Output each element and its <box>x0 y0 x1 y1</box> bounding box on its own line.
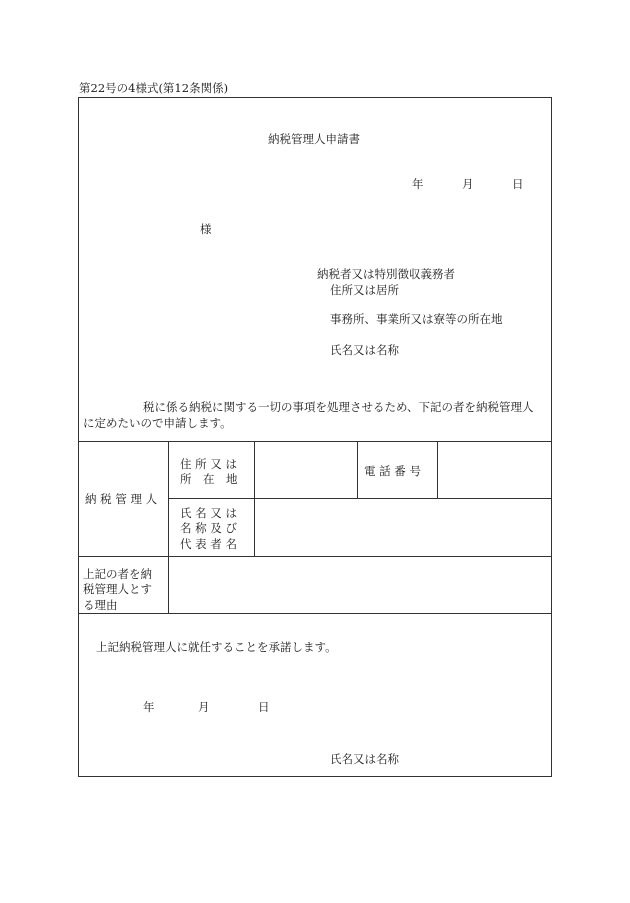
address-label-line-2: 所 在 地 <box>180 472 238 486</box>
date-day-label: 日 <box>512 177 524 191</box>
table-bottom-line <box>78 613 552 614</box>
date-month-label: 月 <box>462 177 474 191</box>
reason-label-line-3: る理由 <box>83 598 118 612</box>
applicant-office-label: 事務所、事業所又は寮等の所在地 <box>330 312 503 326</box>
form-title: 納税管理人申請書 <box>268 132 360 146</box>
statement-line-1: 税に係る納税に関する一切の事項を処理させるため、下記の者を納税管理人 <box>143 400 534 414</box>
acceptance-month-label: 月 <box>198 700 210 714</box>
address-label-line-1: 住 所 又 は <box>180 457 237 471</box>
applicant-name-label: 氏名又は名称 <box>330 343 399 357</box>
form-caption: 第22号の4様式(第12条関係) <box>79 81 229 95</box>
name-label-line-1: 氏 名 又 は <box>180 506 237 520</box>
phone-number-label: 電 話 番 号 <box>364 464 421 478</box>
applicant-address-label: 住所又は居所 <box>330 283 399 297</box>
table-reason-line <box>78 556 552 557</box>
acceptance-day-label: 日 <box>258 700 270 714</box>
acceptance-statement: 上記納税管理人に就任することを承諾します。 <box>96 640 337 654</box>
table-col-line-1 <box>168 441 169 613</box>
addressee-suffix: 様 <box>200 222 212 236</box>
table-col-line-2 <box>254 441 255 556</box>
name-label-line-2: 名 称 及 び <box>180 521 237 535</box>
statement-line-2: に定めたいので申請します。 <box>83 416 232 430</box>
name-label-line-3: 代 表 者 名 <box>180 537 237 551</box>
applicant-heading: 納税者又は特別徴収義務者 <box>317 267 455 281</box>
reason-label-line-2: 税管理人とす <box>83 582 152 596</box>
acceptance-name-label: 氏名又は名称 <box>330 752 399 766</box>
table-top-line <box>78 441 552 442</box>
table-col-line-3 <box>357 441 358 498</box>
acceptance-year-label: 年 <box>143 700 155 714</box>
date-year-label: 年 <box>412 177 424 191</box>
row-header-tax-agent: 納 税 管 理 人 <box>85 492 158 506</box>
form-frame <box>78 97 552 777</box>
table-mid-line <box>168 498 552 499</box>
table-col-line-4 <box>437 441 438 498</box>
reason-label-line-1: 上記の者を納 <box>83 567 152 581</box>
